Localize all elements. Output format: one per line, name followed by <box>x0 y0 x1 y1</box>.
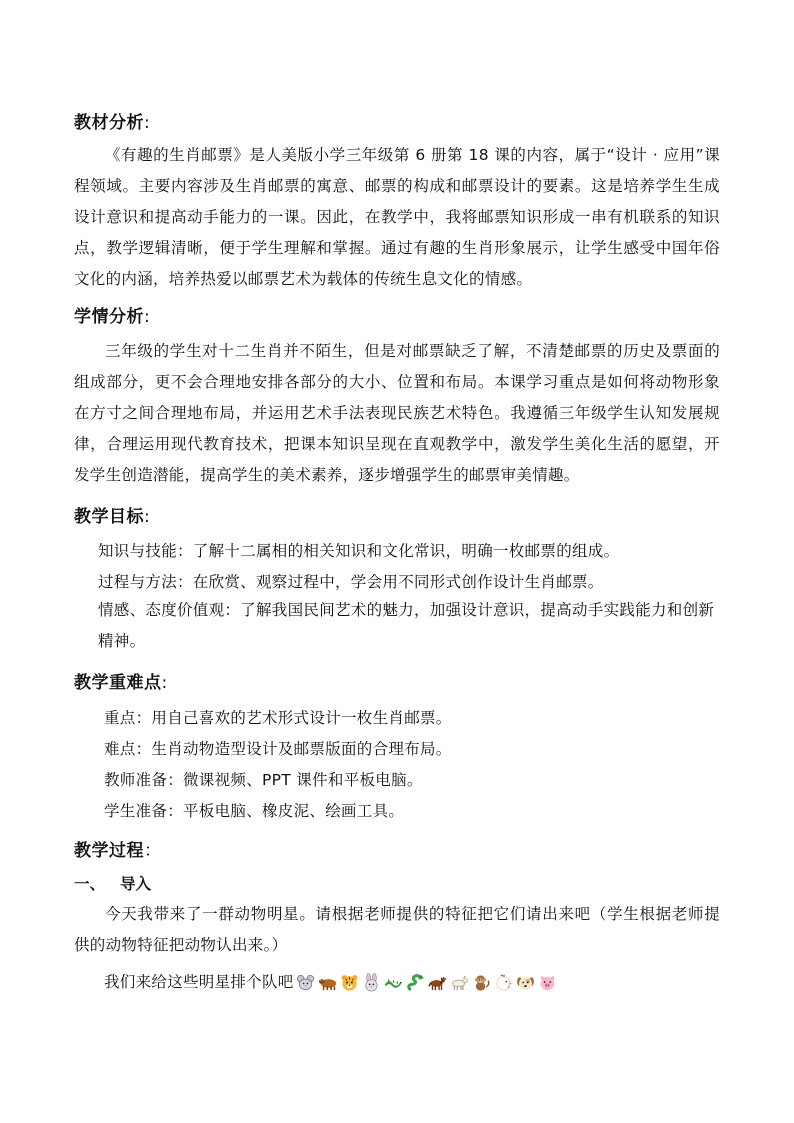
section-heading-goals <box>74 502 150 527</box>
goal-item: 过程与方法：在欣赏、观察过程中，学会用不同形式创作设计生肖邮票。 <box>98 573 604 591</box>
keypoint-item: 学生准备：平板电脑、橡皮泥、绘画工具。 <box>104 802 405 820</box>
keypoint-item: 重点：用自己喜欢的艺术形式设计一枚生肖邮票。 <box>104 709 452 727</box>
keypoint-item: 难点：生肖动物造型设计及邮票版面的合理布局。 <box>104 740 452 758</box>
step-title: 导入 <box>120 875 152 893</box>
paragraph-intro: 今天我带来了一群动物明星。请根据老师提供的特征把它们请出来吧（学生根据老师提供的动物特征把动物认出来。） <box>74 905 720 954</box>
heading-colon: : <box>161 673 168 693</box>
heading-text: 学情分析 <box>74 307 144 327</box>
section-heading-keypoints <box>74 668 168 693</box>
ox-icon <box>318 973 337 992</box>
paragraph-material: 《有趣的生肖邮票》是人美版小学三年级第 6 册第 18 课的内容，属于“设计 · 应用”课程领域。主要内容涉及生肖邮票的寓意、邮票的构成和邮票设计的要素。这是培养学生生成设计意识和提高动手能力的一课。因此，在教学中，我将邮票知识形成一串有机联系的知识点，教学逻辑清晰，便于学生理解和掌握。通过有趣的生肖形象展示，让学生感受中国年俗文化的内涵，培养热爱以邮票艺术为载体的传统生息文化的情感。 <box>74 146 720 288</box>
heading-text: 教材分析 <box>74 113 144 133</box>
heading-colon: ： <box>144 841 162 861</box>
goal-item: 知识与技能：了解十二属相的相关知识和文化常识，明确一枚邮票的组成。 <box>98 542 620 560</box>
goat-icon <box>450 973 469 992</box>
horse-icon <box>428 973 447 992</box>
goal-item: 情感、态度价值观：了解我国民间艺术的魅力，加强设计意识，提高动手实践能力和创新精神。 <box>98 601 715 650</box>
monkey-icon <box>472 973 491 992</box>
dragon-icon <box>384 973 403 992</box>
paragraph-students: 三年级的学生对十二生肖并不陌生，但是对邮票缺乏了解，不清楚邮票的历史及票面的组成部分，更不会合理地安排各部分的大小、位置和布局。本课学习重点是如何将动物形象在方寸之间合理地布局，并运用艺术手法表现民族艺术特色。我遵循三年级学生认知发展规律，合理运用现代教育技术，把课本知识呈现在直观教学中，激发学生美化生活的愿望，开发学生创造潜能，提高学生的美术素养，逐步增强学生的邮票审美情趣。 <box>74 342 720 484</box>
step-number: 一、 <box>74 875 106 893</box>
section-heading-students <box>74 302 150 327</box>
heading-text: 教学目标 <box>74 507 144 527</box>
keypoint-item: 教师准备：微课视频、PPT 课件和平板电脑。 <box>104 771 423 789</box>
pig-icon <box>538 973 557 992</box>
section-heading-process <box>74 836 162 861</box>
zodiac-animal-row <box>296 973 557 992</box>
rat-icon <box>296 973 315 992</box>
heading-colon: : <box>144 507 151 527</box>
heading-text: 教学过程 <box>74 841 144 861</box>
rabbit-icon <box>362 973 381 992</box>
heading-text: 教学重难点 <box>74 673 162 693</box>
tiger-icon <box>340 973 359 992</box>
section-heading-material <box>74 108 150 133</box>
rooster-icon <box>494 973 513 992</box>
dog-icon <box>516 973 535 992</box>
queue-text: 我们来给这些明星排个队吧 <box>104 973 294 991</box>
snake-icon <box>406 973 425 992</box>
heading-colon: : <box>144 113 151 133</box>
queue-line <box>104 970 557 992</box>
heading-colon: : <box>144 307 151 327</box>
